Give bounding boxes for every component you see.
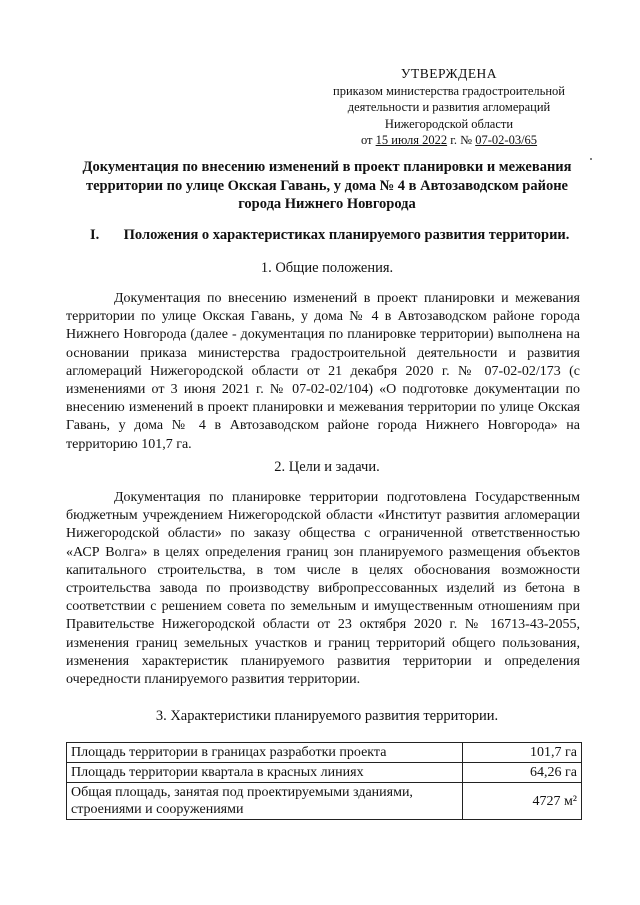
approval-stamp <box>318 66 580 149</box>
table-row <box>67 743 582 763</box>
scan-speck <box>590 158 592 160</box>
table-cell-label: Площадь территории в границах разработки проекта <box>67 743 463 763</box>
table-cell-label: Площадь территории квартала в красных линиях <box>67 763 463 783</box>
section-heading <box>90 226 590 244</box>
subsection-general-heading: 1. Общие положения. <box>260 260 394 276</box>
subsection-goals-heading: 2. Цели и задачи. <box>274 459 380 475</box>
section-number: I. <box>90 227 100 243</box>
table-row <box>67 763 582 783</box>
table-cell-value: 64,26 га <box>463 763 582 783</box>
table-cell-value: 101,7 га <box>463 743 582 763</box>
table-row <box>67 783 582 820</box>
table-cell-value: 4727 м² <box>463 783 582 820</box>
document-title: Документация по внесению изменений в проект планировки и межевания территории по улице Окская Гавань, у дома № 4 в Автозаводском районе города Нижнего Новгорода <box>82 159 572 212</box>
approval-date: 15 июля 2022 <box>375 133 448 147</box>
approval-heading: УТВЕРЖДЕНА <box>400 66 498 81</box>
approval-line-2: деятельности и развития агломераций <box>347 100 551 114</box>
section-title: Положения о характеристиках планируемого развития территории. <box>123 227 570 243</box>
paragraph-general: Документация по внесению изменений в проект планировки и межевания территории по улице Окская Гавань, у дома № 4 в Автозаводском районе города Нижнего Новгорода (далее - документация по планировке территории) выполнена на основании приказа министерства градостроительной деятельности и развития агломераций Нижегородской области от 21 декабря 2020 г. № 07-02-02/173 (с изменениями от 3 июня 2021 г. № 07-02-02/104) «О подготовке документации по внесению изменений в проект планировки и межевания территории по улице Окская Гавань, у дома № 4 в Автозаводском районе города Нижнего Новгорода» на территорию 101,7 га. <box>66 291 580 452</box>
approval-date-line <box>318 132 580 149</box>
subsection-characteristics-heading: 3. Характеристики планируемого развития территории. <box>155 708 499 724</box>
approval-number: 07-02-03/65 <box>475 133 538 147</box>
characteristics-table <box>66 742 582 820</box>
approval-line-3: Нижегородской области <box>384 116 514 131</box>
table-cell-label: Общая площадь, занятая под проектируемыми зданиями, строениями и сооружениями <box>67 783 463 820</box>
approval-line-1: приказом министерства градостроительной <box>333 83 565 98</box>
approval-prefix: от <box>360 133 376 147</box>
paragraph-goals: Документация по планировке территории подготовлена Государственным бюджетным учреждением Нижегородской области «Институт развития агломерации Нижегородской области» по заказу общества с ограниченной ответственностью «АСР Волга» в целях определения границ зон планируемого размещения объектов капитального строительства, в том числе в целях обоснования возможности строительства завода по производству вибропрессованных изделий из бетона в соответствии с решением совета по земельным и имущественным отношениям при Правительстве Нижегородской области от 23 октября 2020 г. № 16713-43-2055, изменения границ земельных участков и границ территорий общего пользования, изменения характеристик планируемого развития территории и определения очередности планируемого развития территории. <box>66 490 580 688</box>
approval-middle: г. № <box>447 133 476 147</box>
